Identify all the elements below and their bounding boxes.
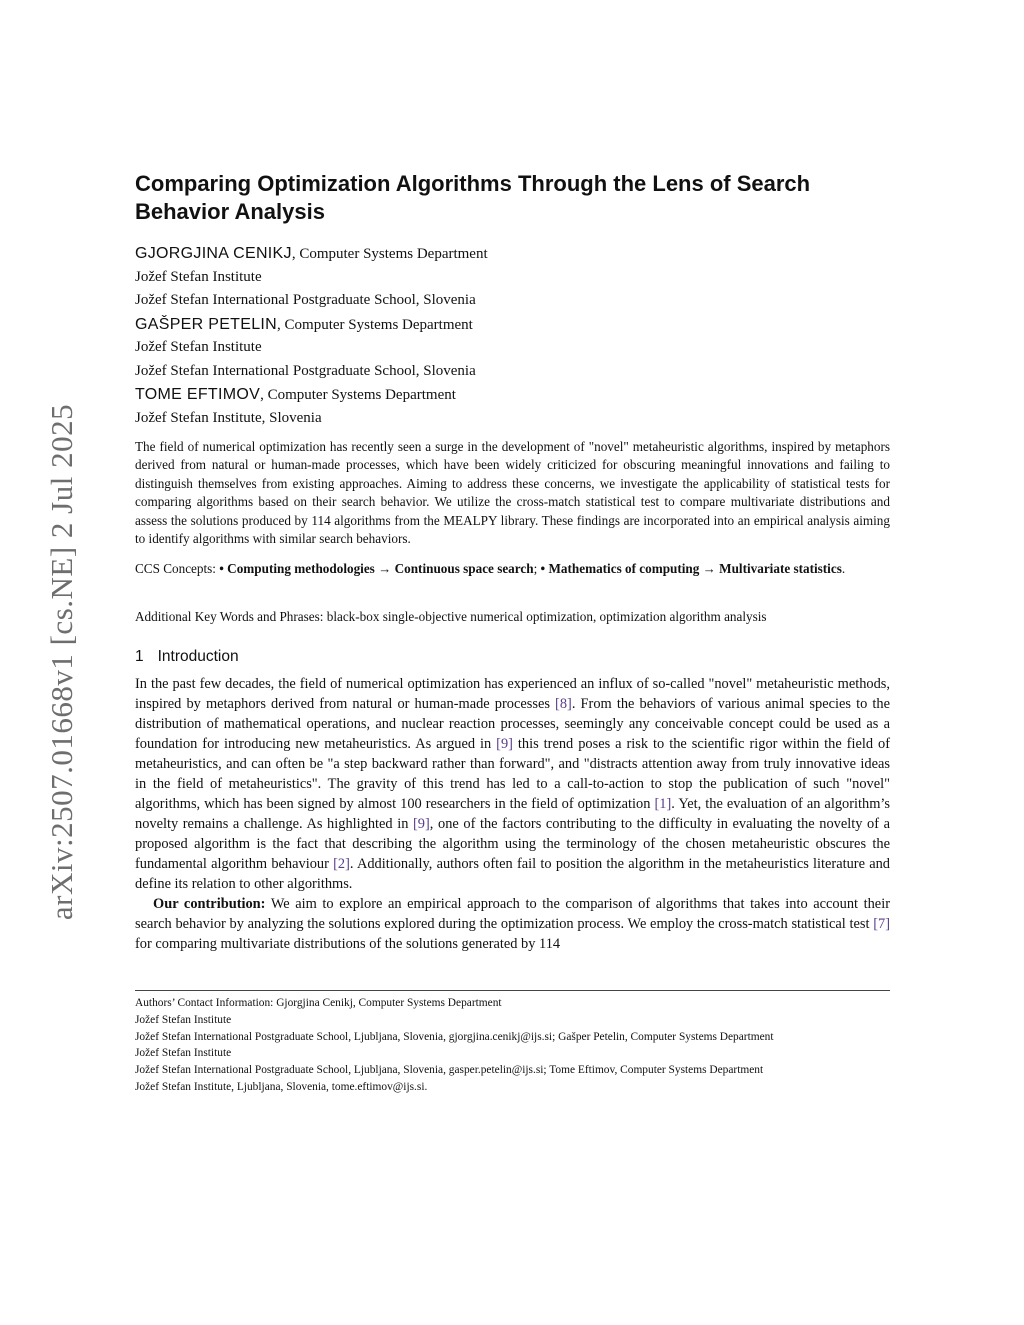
abstract: The field of numerical optimization has recently seen a surge in the development of "novel" metaheuristic algorithms, inspired by metaphors derived from natural or human-made processes, which have been widely criticized for obscuring meaningful innovations and failing to distinguish themselves from existing approaches. Aiming to address these concerns, we investigate the applicability of statistical tests for comparing algorithms based on their search behavior. We utilize the cross-match statistical test to compare multivariate distributions and assess the solutions produced by 114 algorithms from the MEALPY library. These findings are incorporated into an empirical analysis aiming to identify algorithms with similar search behaviors.: [135, 439, 890, 547]
citation-link[interactable]: [9]: [496, 736, 513, 752]
ccs-concept: • Mathematics of computing → Multivariate statistics: [540, 561, 842, 576]
ccs-concept: • Computing methodologies → Continuous space search: [219, 561, 534, 576]
footnote-line: Authors’ Contact Information: Gjorgjina Cenikj, Computer Systems Department: [135, 997, 502, 1009]
citation-link[interactable]: [2]: [333, 856, 350, 872]
author-contact-footnote: [135, 995, 895, 1096]
footnote-divider: [135, 990, 890, 991]
author-affiliation: Jožef Stefan International Postgraduate School, Slovenia: [135, 362, 476, 379]
author-line: [135, 313, 890, 337]
author-line: [135, 242, 890, 266]
footnote-line: Jožef Stefan International Postgraduate School, Ljubljana, Slovenia, gjorgjina.cenikj@ijs.si; Gašper Petelin, Computer Systems Department: [135, 1030, 774, 1043]
arxiv-identifier: arXiv:2507.01668v1 [cs.NE] 2 Jul 2025: [44, 403, 79, 921]
ccs-separator: ;: [533, 561, 541, 576]
author-department: , Computer Systems Department: [260, 387, 456, 403]
author-department: , Computer Systems Department: [277, 316, 473, 333]
author-affiliation: Jožef Stefan International Postgraduate School, Slovenia: [135, 292, 476, 308]
author-block: [135, 242, 890, 430]
ccs-concepts: [135, 560, 890, 578]
author-affiliation: Jožef Stefan Institute, Slovenia: [135, 409, 322, 426]
author-name: GJORGJINA CENIKJ: [135, 245, 292, 262]
author-line: [135, 383, 890, 407]
text-run: this trend poses a risk to the scientific rigor within the field of metaheuristics, and can often be "a step backward rather than forward", and "distracts attention away from truly innovative ideas in the field of metaheuristics". The gravity of this trend has led to a call-to-action to stop the publication of such "novel" algorithms, which has been signed by almost 100 researchers in the field of optimization: [135, 736, 891, 812]
footnote-line: Jožef Stefan International Postgraduate School, Ljubljana, Slovenia, gasper.petelin@ijs.si; Tome Eftimov, Computer Systems Department: [135, 1064, 764, 1077]
paper-title: Comparing Optimization Algorithms Through the Lens of Search Behavior Analysis: [135, 171, 811, 224]
text-run: . Yet, the evaluation of an algorithm’s novelty remains a challenge. As highlighted in: [135, 796, 890, 832]
author-name: TOME EFTIMOV: [135, 386, 261, 403]
citation-link[interactable]: [8]: [555, 696, 572, 712]
text-run: . Additionally, authors often fail to position the algorithm in the metaheuristics literature and define its relation to other algorithms.: [135, 856, 890, 892]
section-number: 1: [135, 648, 144, 665]
author-affiliation: Jožef Stefan Institute: [135, 339, 262, 355]
footnote-line: Jožef Stefan Institute: [135, 1013, 232, 1026]
citation-link[interactable]: [7]: [873, 916, 890, 932]
author-name: GAŠPER PETELIN: [135, 315, 278, 333]
section-title: Introduction: [157, 648, 239, 665]
author-department: , Computer Systems Department: [291, 246, 488, 262]
footnote-line: Jožef Stefan Institute: [135, 1047, 232, 1060]
text-run: . From the behaviors of various animal species to the distribution of mathematical operations, and nuclear reaction processes, seemingly any conceivable concept could be used as a foundation for introducing new metaheuristics. As argued in: [135, 696, 890, 752]
paragraph: [135, 674, 890, 894]
footnote-line: Jožef Stefan Institute, Ljubljana, Slovenia, tome.eftimov@ijs.si.: [135, 1080, 428, 1093]
section-heading: [135, 648, 239, 666]
paragraph-lead: Our contribution:: [153, 896, 266, 912]
citation-link[interactable]: [1]: [654, 796, 672, 812]
introduction-body: [135, 674, 890, 954]
ccs-label: CCS Concepts:: [135, 561, 220, 576]
keywords: Additional Key Words and Phrases: black-box single-objective numerical optimization, optimization algorithm analysis: [135, 609, 767, 624]
ccs-end: .: [841, 561, 846, 576]
text-run: , one of the factors contributing to the difficulty in evaluating the novelty of a proposed algorithm is the fact that describing the algorithm using the terminology of the chosen metaheuristic obscures the fundamental algorithm behaviour: [135, 816, 891, 872]
paragraph: [135, 894, 890, 954]
text-run: for comparing multivariate distributions of the solutions generated by 114: [135, 936, 561, 952]
citation-link[interactable]: [9]: [413, 816, 430, 832]
author-affiliation: Jožef Stefan Institute: [135, 268, 262, 285]
text-run: In the past few decades, the field of numerical optimization has experienced an influx of so-called "novel" metaheuristic methods, inspired by metaphors derived from natural or human-made processes: [135, 676, 890, 712]
text-run: We aim to explore an empirical approach to the comparison of algorithms that takes into account their search behavior by analyzing the solutions explored during the optimization process. We employ the cross-match statistical test: [135, 896, 890, 932]
